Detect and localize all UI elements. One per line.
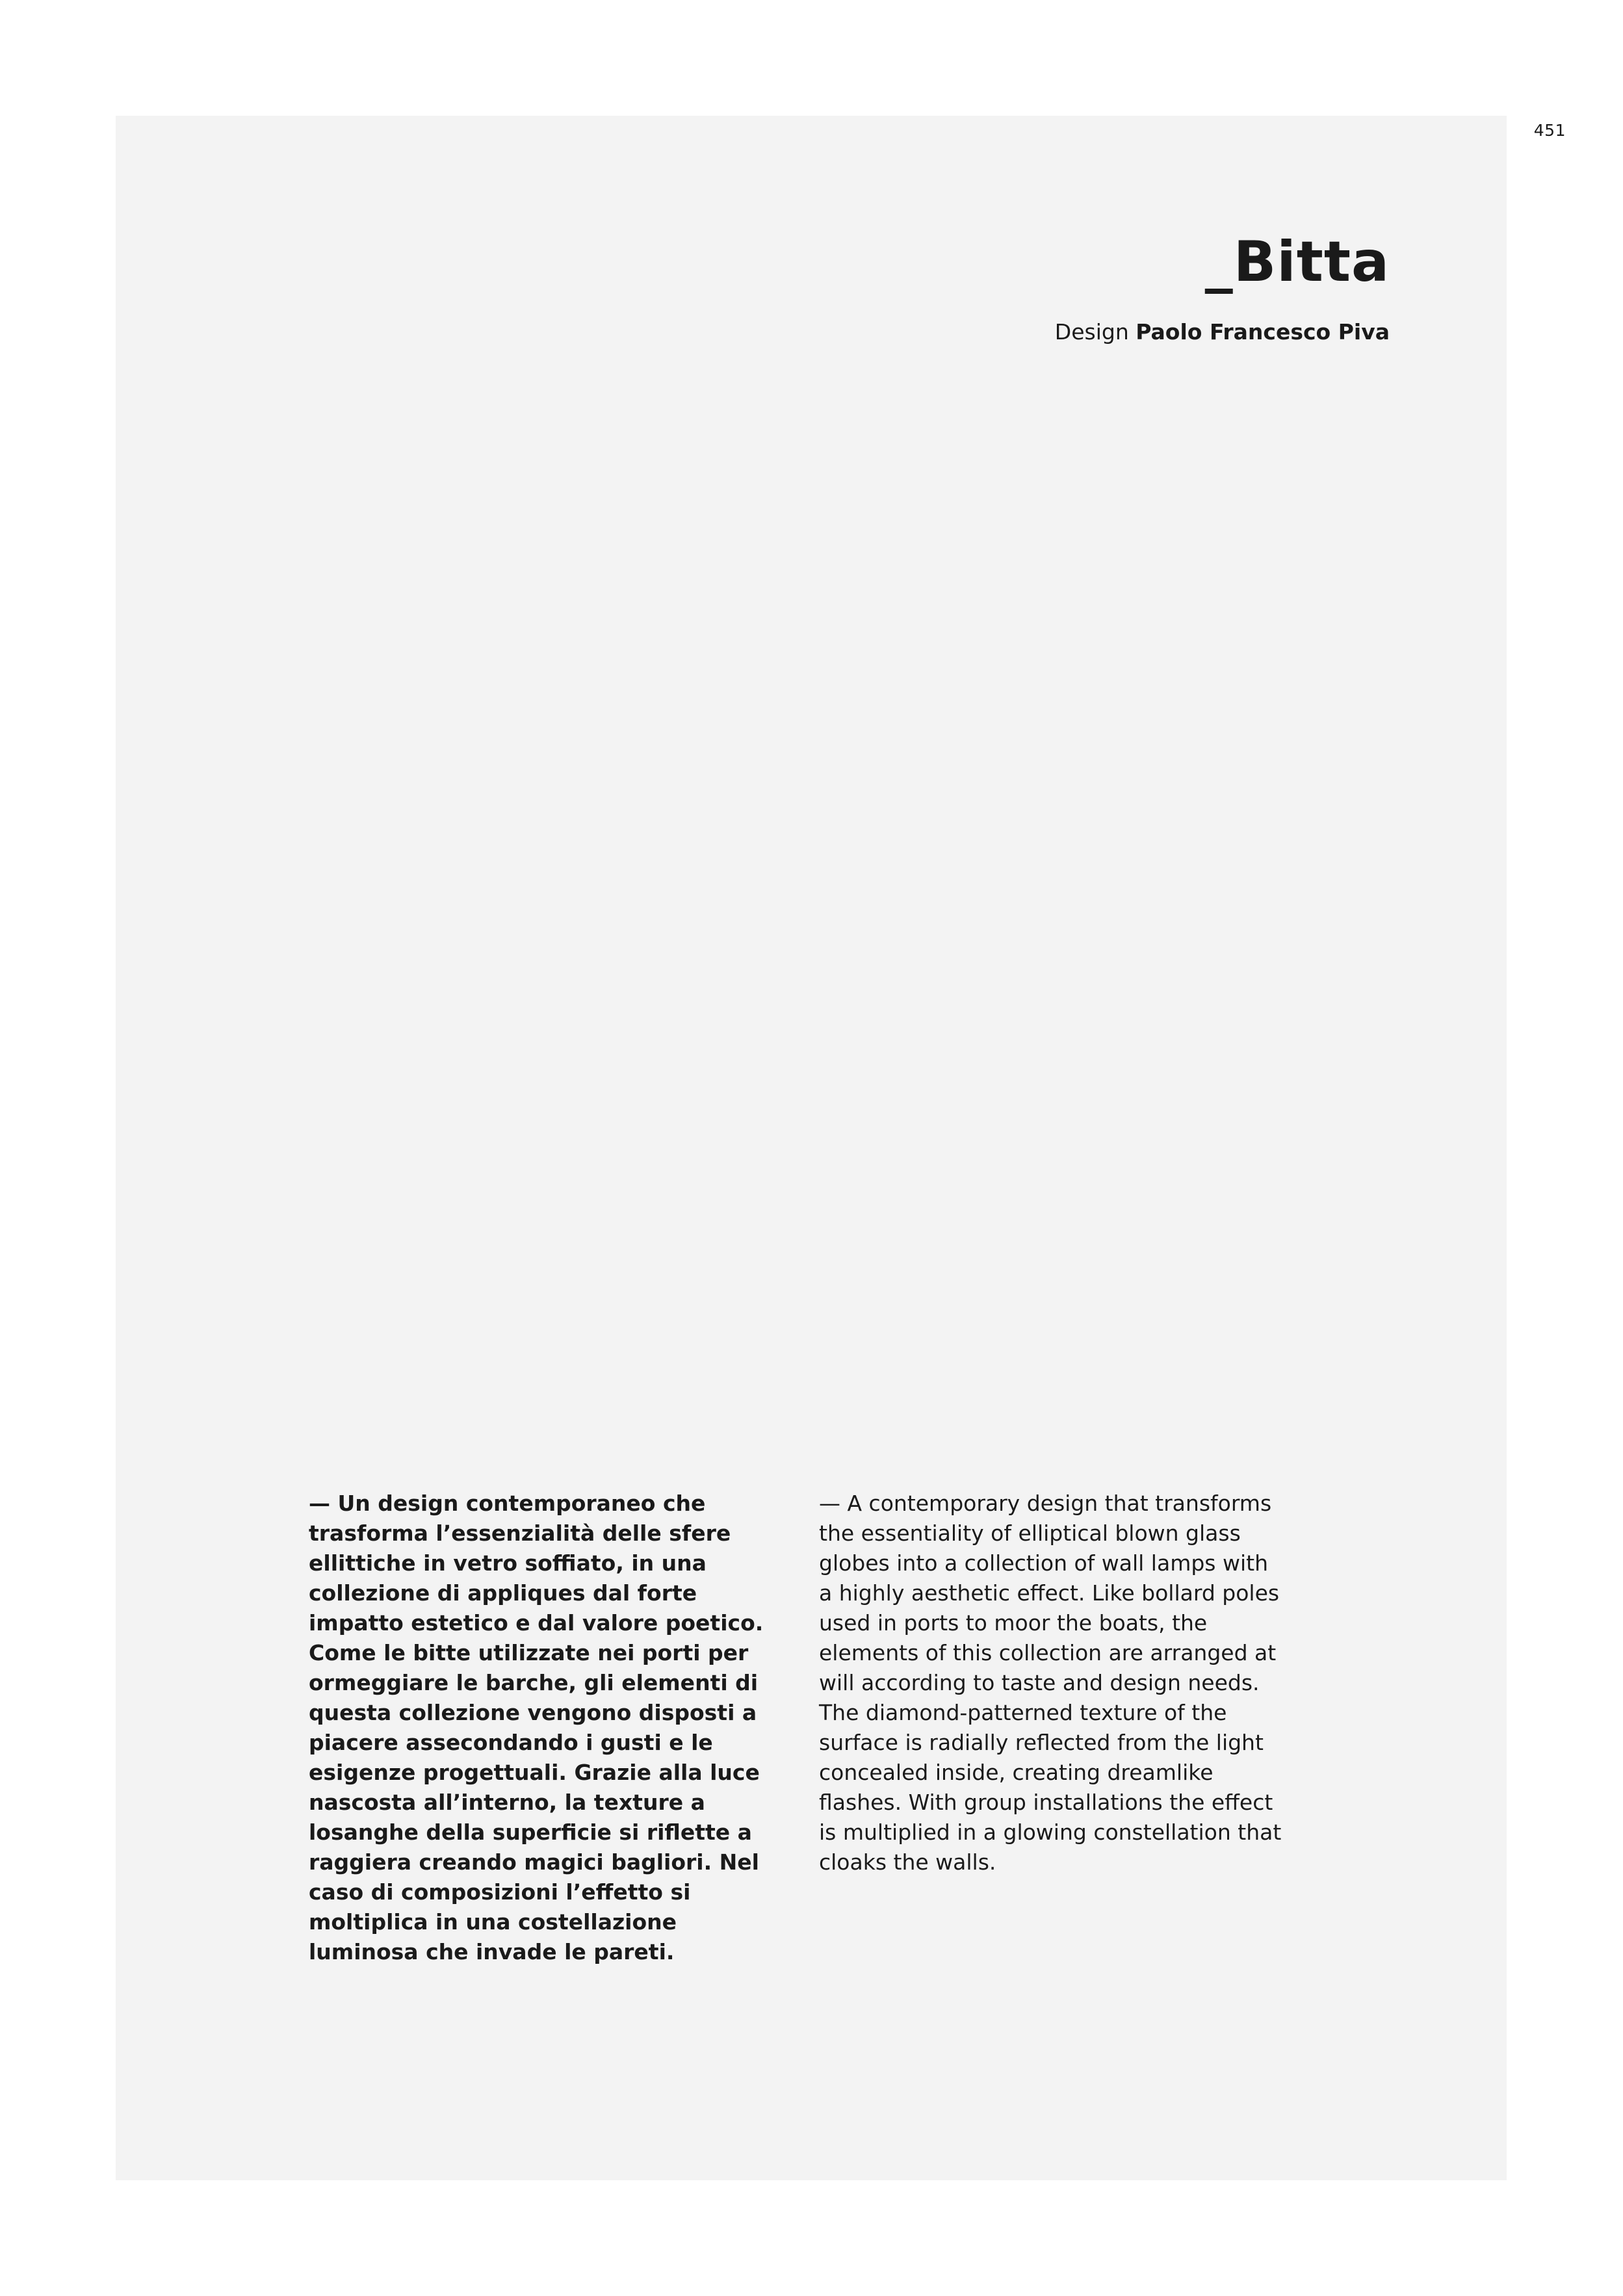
design-label: Design xyxy=(1054,319,1129,345)
description-italian xyxy=(309,1489,777,1967)
description-italian-text: — Un design contemporaneo che trasforma l’essenzialità delle sfere ellittiche in vetro soffiato, in una collezione di appliques dal forte impatto estetico e dal valore poetico. Come le bitte utilizzate nei porti per ormeggiare le barche, gli elementi di questa collezione vengono disposti a piacere assecondando i gusti e le esigenze progettuali. Grazie alla luce nascosta all’interno, la texture a losanghe della superficie si riflette a raggiera creando magici bagliori. Nel caso di composizioni l’effetto si moltiplica in una costellazione luminosa che invade le pareti. xyxy=(309,1491,764,1964)
description-english-text: — A contemporary design that transforms the essentiality of elliptical blown glass globes into a collection of wall lamps with a highly aesthetic effect. Like bollard poles used in ports to moor the boats, the elements of this collection are arranged at will according to taste and design needs. The diamond-patterned texture of the surface is radially reflected from the light concealed inside, creating dreamlike flashes. With group installations the effect is multiplied in a glowing constellation that cloaks the walls. xyxy=(819,1491,1282,1875)
designer-name: Paolo Francesco Piva xyxy=(1136,319,1390,345)
product-title: _Bitta xyxy=(1204,229,1390,294)
page-number: 451 xyxy=(1533,121,1566,140)
description-english xyxy=(819,1489,1287,1877)
designer-credit xyxy=(1055,319,1390,345)
